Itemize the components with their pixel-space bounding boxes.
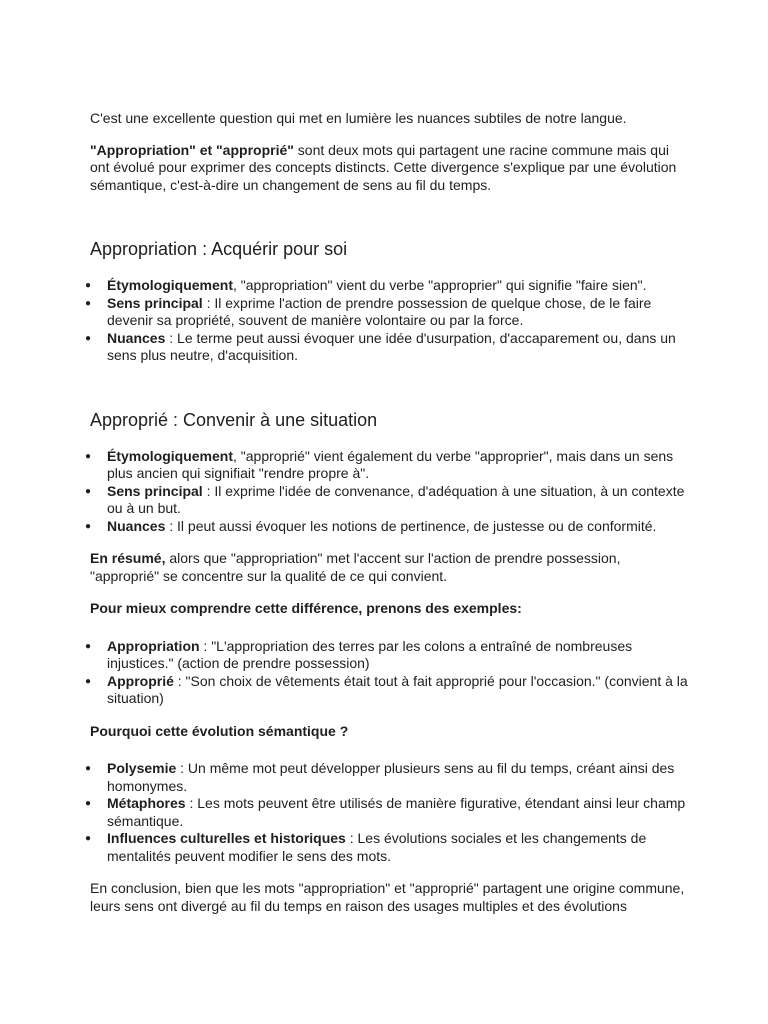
list-item-text: : Il exprime l'idée de convenance, d'adéquation à une situation, à un contexte ou à un but. xyxy=(107,482,685,516)
list-item-text: : Les mots peuvent être utilisés de manière figurative, étendant ainsi leur champ sémantique. xyxy=(107,795,686,829)
approprie-list xyxy=(90,448,690,536)
why-lead xyxy=(90,723,690,741)
list-item-text: : Un même mot peut développer plusieurs sens au fil du temps, créant ainsi des homonymes. xyxy=(107,760,675,794)
summary-paragraph xyxy=(90,550,690,585)
examples-list xyxy=(90,638,690,708)
words-bold: "Appropriation" et "approprié" xyxy=(90,141,294,158)
list-item-text: : "L'appropriation des terres par les colons a entraîné de nombreuses injustices." (action de prendre possession) xyxy=(107,637,633,671)
list-item-term: Sens principal xyxy=(107,294,203,311)
list-item xyxy=(90,518,690,536)
words-text: sont deux mots qui partagent une racine commune mais qui ont évolué pour exprimer des concepts distincts. Cette divergence s'explique par une évolution sémantique, c'est-à-dire un changement de sens au fil du temps. xyxy=(90,141,677,193)
section-heading-approprie: Approprié : Convenir à une situation xyxy=(90,409,378,430)
list-item-text: : Les évolutions sociales et les changements de mentalités peuvent modifier le sens des mots. xyxy=(107,830,647,864)
examples-lead xyxy=(90,600,690,618)
list-item-term: Étymologiquement xyxy=(107,277,234,293)
why-list xyxy=(90,760,690,865)
list-item-term: Métaphores xyxy=(107,795,186,811)
list-item xyxy=(90,638,690,673)
list-item-text: , "approprié" vient également du verbe "approprier", mais dans un sens plus ancien qui signifiait "rendre propre à". xyxy=(107,447,674,481)
list-item-term: Approprié xyxy=(107,672,174,689)
list-item-term: Appropriation xyxy=(107,637,200,654)
list-item xyxy=(90,330,690,365)
list-item xyxy=(90,483,690,518)
list-item-text: : Il peut aussi évoquer les notions de pertinence, de justesse ou de conformité. xyxy=(165,517,657,534)
words-paragraph xyxy=(90,142,690,195)
summary-text: alors que "appropriation" met l'accent sur l'action de prendre possession, "approprié" se concentre sur la qualité de ce qui convient. xyxy=(90,550,621,584)
list-item-text: : "Son choix de vêtements était tout à fait approprié pour l'occasion." (convient à la situation) xyxy=(107,672,688,706)
list-item-term: Étymologiquement xyxy=(107,447,234,464)
list-item-term: Nuances xyxy=(107,329,166,346)
list-item-term: Sens principal xyxy=(107,482,203,499)
list-item xyxy=(90,830,690,865)
conclusion-paragraph: En conclusion, bien que les mots "appropriation" et "approprié" partagent une origine commune, leurs sens ont divergé au fil du temps en raison des usages multiples et des évolutions xyxy=(90,880,685,914)
list-item-text: , "appropriation" vient du verbe "approprier" qui signifie "faire sien". xyxy=(233,277,647,293)
list-item xyxy=(90,295,690,330)
list-item xyxy=(90,277,690,295)
list-item-term: Polysemie xyxy=(107,760,177,776)
list-item xyxy=(90,760,690,795)
why-lead-text: Pourquoi cette évolution sémantique ? xyxy=(90,722,349,739)
appropriation-list xyxy=(90,277,690,365)
list-item-term: Nuances xyxy=(107,517,166,534)
section-heading-appropriation: Appropriation : Acquérir pour soi xyxy=(90,239,348,259)
intro-paragraph: C'est une excellente question qui met en lumière les nuances subtiles de notre langue. xyxy=(90,110,627,126)
document-body xyxy=(90,110,690,915)
list-item xyxy=(90,448,690,483)
list-item xyxy=(90,673,690,708)
list-item-text: : Il exprime l'action de prendre possession de quelque chose, de le faire devenir sa propriété, souvent de manière volontaire ou par la force. xyxy=(107,294,652,328)
summary-bold: En résumé, xyxy=(90,550,166,566)
list-item-term: Influences culturelles et historiques xyxy=(107,830,346,846)
examples-lead-text: Pour mieux comprendre cette différence, prenons des exemples: xyxy=(90,600,522,616)
list-item xyxy=(90,795,690,830)
list-item-text: : Le terme peut aussi évoquer une idée d'usurpation, d'accaparement ou, dans un sens plus neutre, d'acquisition. xyxy=(107,329,676,363)
